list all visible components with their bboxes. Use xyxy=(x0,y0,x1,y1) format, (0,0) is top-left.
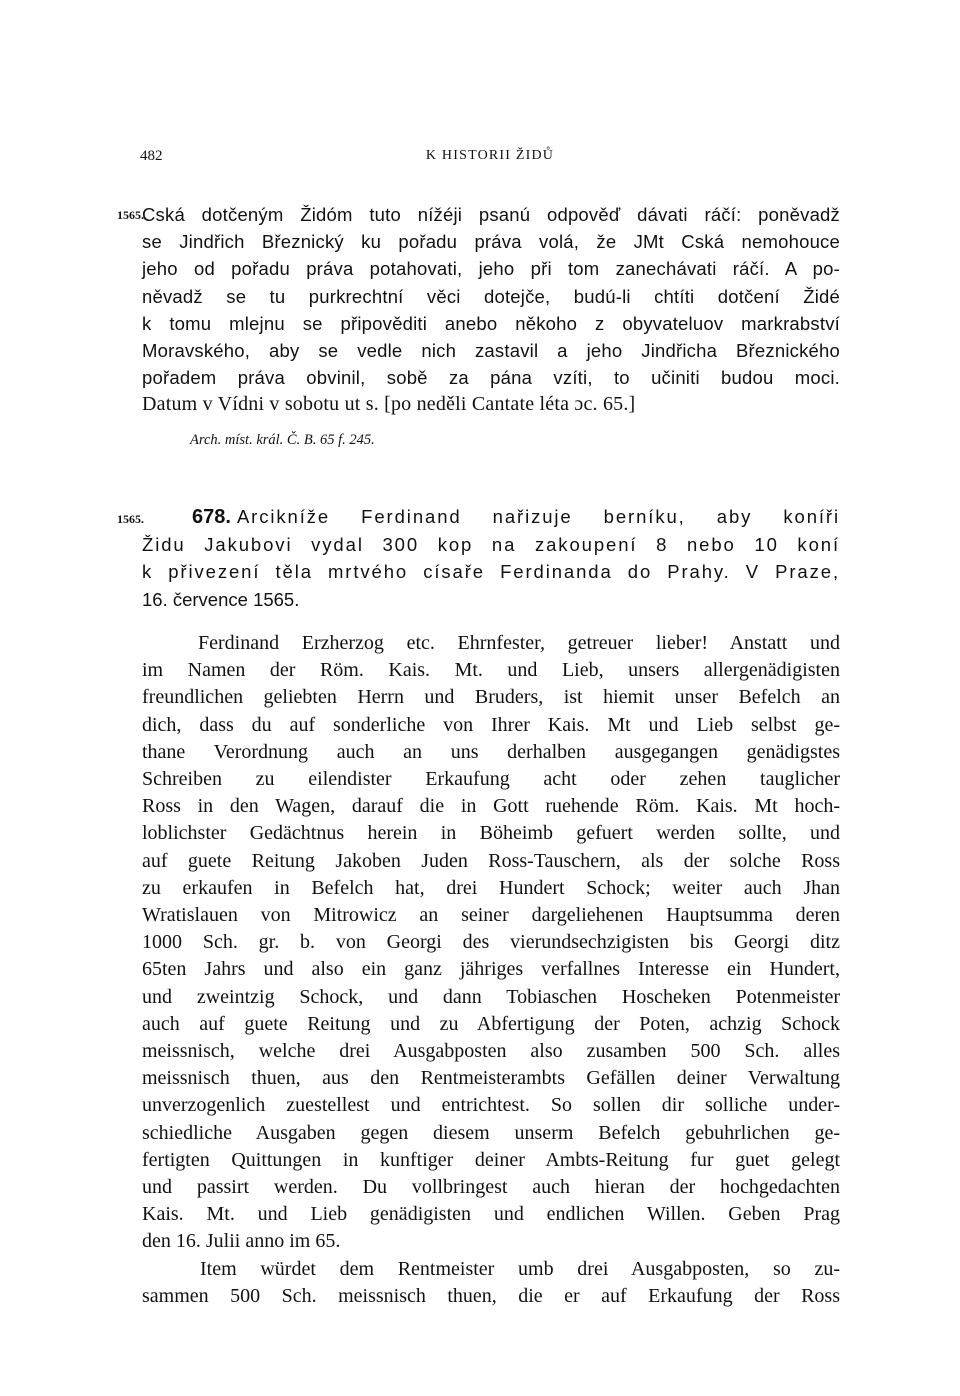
text-line: im Namen der Röm. Kais. Mt. und Lieb, unsers allergenädigisten xyxy=(142,659,840,682)
text-line: Item würdet dem Rentmeister umb drei Ausgabposten, so zu- xyxy=(200,1257,840,1280)
heading-line: k přivezení těla mrtvého císaře Ferdinanda do Prahy. V Praze, xyxy=(142,561,840,583)
text-line: meissnisch thuen, aus den Rentmeisterambts Gefällen deiner Verwaltung xyxy=(142,1067,840,1090)
text-line: sammen 500 Sch. meissnisch thuen, die er auf Erkaufung der Ross xyxy=(142,1284,840,1307)
text-line: Kais. Mt. und Lieb genädigisten und endlichen Willen. Geben Prag xyxy=(142,1203,840,1226)
text-line: schiedliche Ausgaben gegen diesem unserm Befelch gebuhrlichen ge- xyxy=(142,1121,840,1144)
page-number: 482 xyxy=(140,148,163,164)
text-line: Ferdinand Erzherzog etc. Ehrnfester, getreuer lieber! Anstatt und xyxy=(198,632,840,654)
entry-2-year: 1565. xyxy=(117,512,144,526)
text-line: Datum v Vídni v sobotu ut s. [po neděli Cantate léta ɔc. 65.] xyxy=(142,393,636,416)
text-line: Moravského, aby se vedle nich zastavil a jeho Jindřicha Březnického xyxy=(142,340,840,362)
heading-line-first xyxy=(142,503,840,531)
heading-line: Židu Jakubovi vydal 300 kop na zakoupení 8 nebo 10 koní xyxy=(142,534,840,556)
text-line: zu erkaufen in Befelch hat, drei Hundert Schock; weiter auch Jhan xyxy=(142,876,840,899)
text-line: thane Verordnung auch an uns derhalben ausgegangen genädigstes xyxy=(142,740,840,763)
entry-1-text xyxy=(142,201,840,419)
text-line: se Jindřich Březnický ku pořadu práva volá, že JMt Cská nemohouce xyxy=(142,231,840,253)
text-line: auf guete Reitung Jakoben Juden Ross-Tauschern, als der solche Ross xyxy=(142,849,840,872)
text-line: fertigten Quittungen in kunftiger deiner Ambts-Reitung fur guet gelegt xyxy=(142,1148,840,1171)
text-line: und passirt werden. Du vollbringest auch hieran der hochgedachten xyxy=(142,1176,840,1199)
document-number: 678. xyxy=(192,506,231,528)
text-line: jeho od pořadu práva potahovati, jeho při tom zanechávati ráčí. A po- xyxy=(142,258,840,280)
entry-2-body xyxy=(142,630,840,1310)
entry-2-heading xyxy=(142,503,840,613)
text-line: Schreiben zu eilendister Erkaufung acht oder zehen tauglicher xyxy=(142,768,840,791)
text-line: loblichster Gedächtnus herein in Böheimb gefuert werden sollte, und xyxy=(142,822,840,845)
text-line: něvadž se tu purkrechtní věci dotejče, budú-li chtíti dotčení Židé xyxy=(142,285,840,307)
text-line: Wratislauen von Mitrowicz an seiner dargeliehenen Hauptsumma deren xyxy=(142,904,840,927)
text-line: Ross in den Wagen, darauf die in Gott ruehende Röm. Kais. Mt hoch- xyxy=(142,795,840,818)
text-line: k tomu mlejnu se připověditi anebo někoho z obyvateluov markrabství xyxy=(142,312,840,334)
text-line: und zweintzig Schock, und dann Tobiaschen Hoscheken Potenmeister xyxy=(142,985,840,1008)
heading-line: 16. července 1565. xyxy=(142,588,300,610)
entry-1-year: 1565. xyxy=(117,208,144,222)
text-line: pořadem práva obvinil, sobě za pána vzíti, to učiniti budou moci. xyxy=(142,367,840,389)
archive-citation: Arch. míst. král. Č. B. 65 f. 245. xyxy=(190,432,375,448)
text-line: 1000 Sch. gr. b. von Georgi des vierundsechzigisten bis Georgi ditz xyxy=(142,931,840,954)
text-line: den 16. Julii anno im 65. xyxy=(142,1230,341,1253)
running-title: K HISTORII ŽIDŮ xyxy=(425,148,555,163)
text-line: dich, dass du auf sonderliche von Ihrer Kais. Mt und Lieb selbst ge- xyxy=(142,713,840,736)
text-line: freundlichen geliebten Herrn und Bruders, ist hiemit unser Befelch an xyxy=(142,686,840,709)
text-line: Cská dotčeným Židóm tuto nížéji psanú odpověď dávati ráčí: poněvadž xyxy=(142,204,840,225)
page-header xyxy=(140,148,840,170)
text-line: unverzogenlich zuestellest und entrichtest. So sollen dir solliche under- xyxy=(142,1094,840,1117)
text-line: meissnisch, welche drei Ausgabposten also zusamben 500 Sch. alles xyxy=(142,1040,840,1063)
text-line: auch auf guete Reitung und zu Abfertigung der Poten, achzig Schock xyxy=(142,1012,840,1035)
heading-text: Arcikníže Ferdinand nařizuje berníku, aby koníři xyxy=(236,506,840,527)
text-line: 65ten Jahrs und also ein ganz jähriges verfallnes Interesse ein Hundert, xyxy=(142,958,840,981)
